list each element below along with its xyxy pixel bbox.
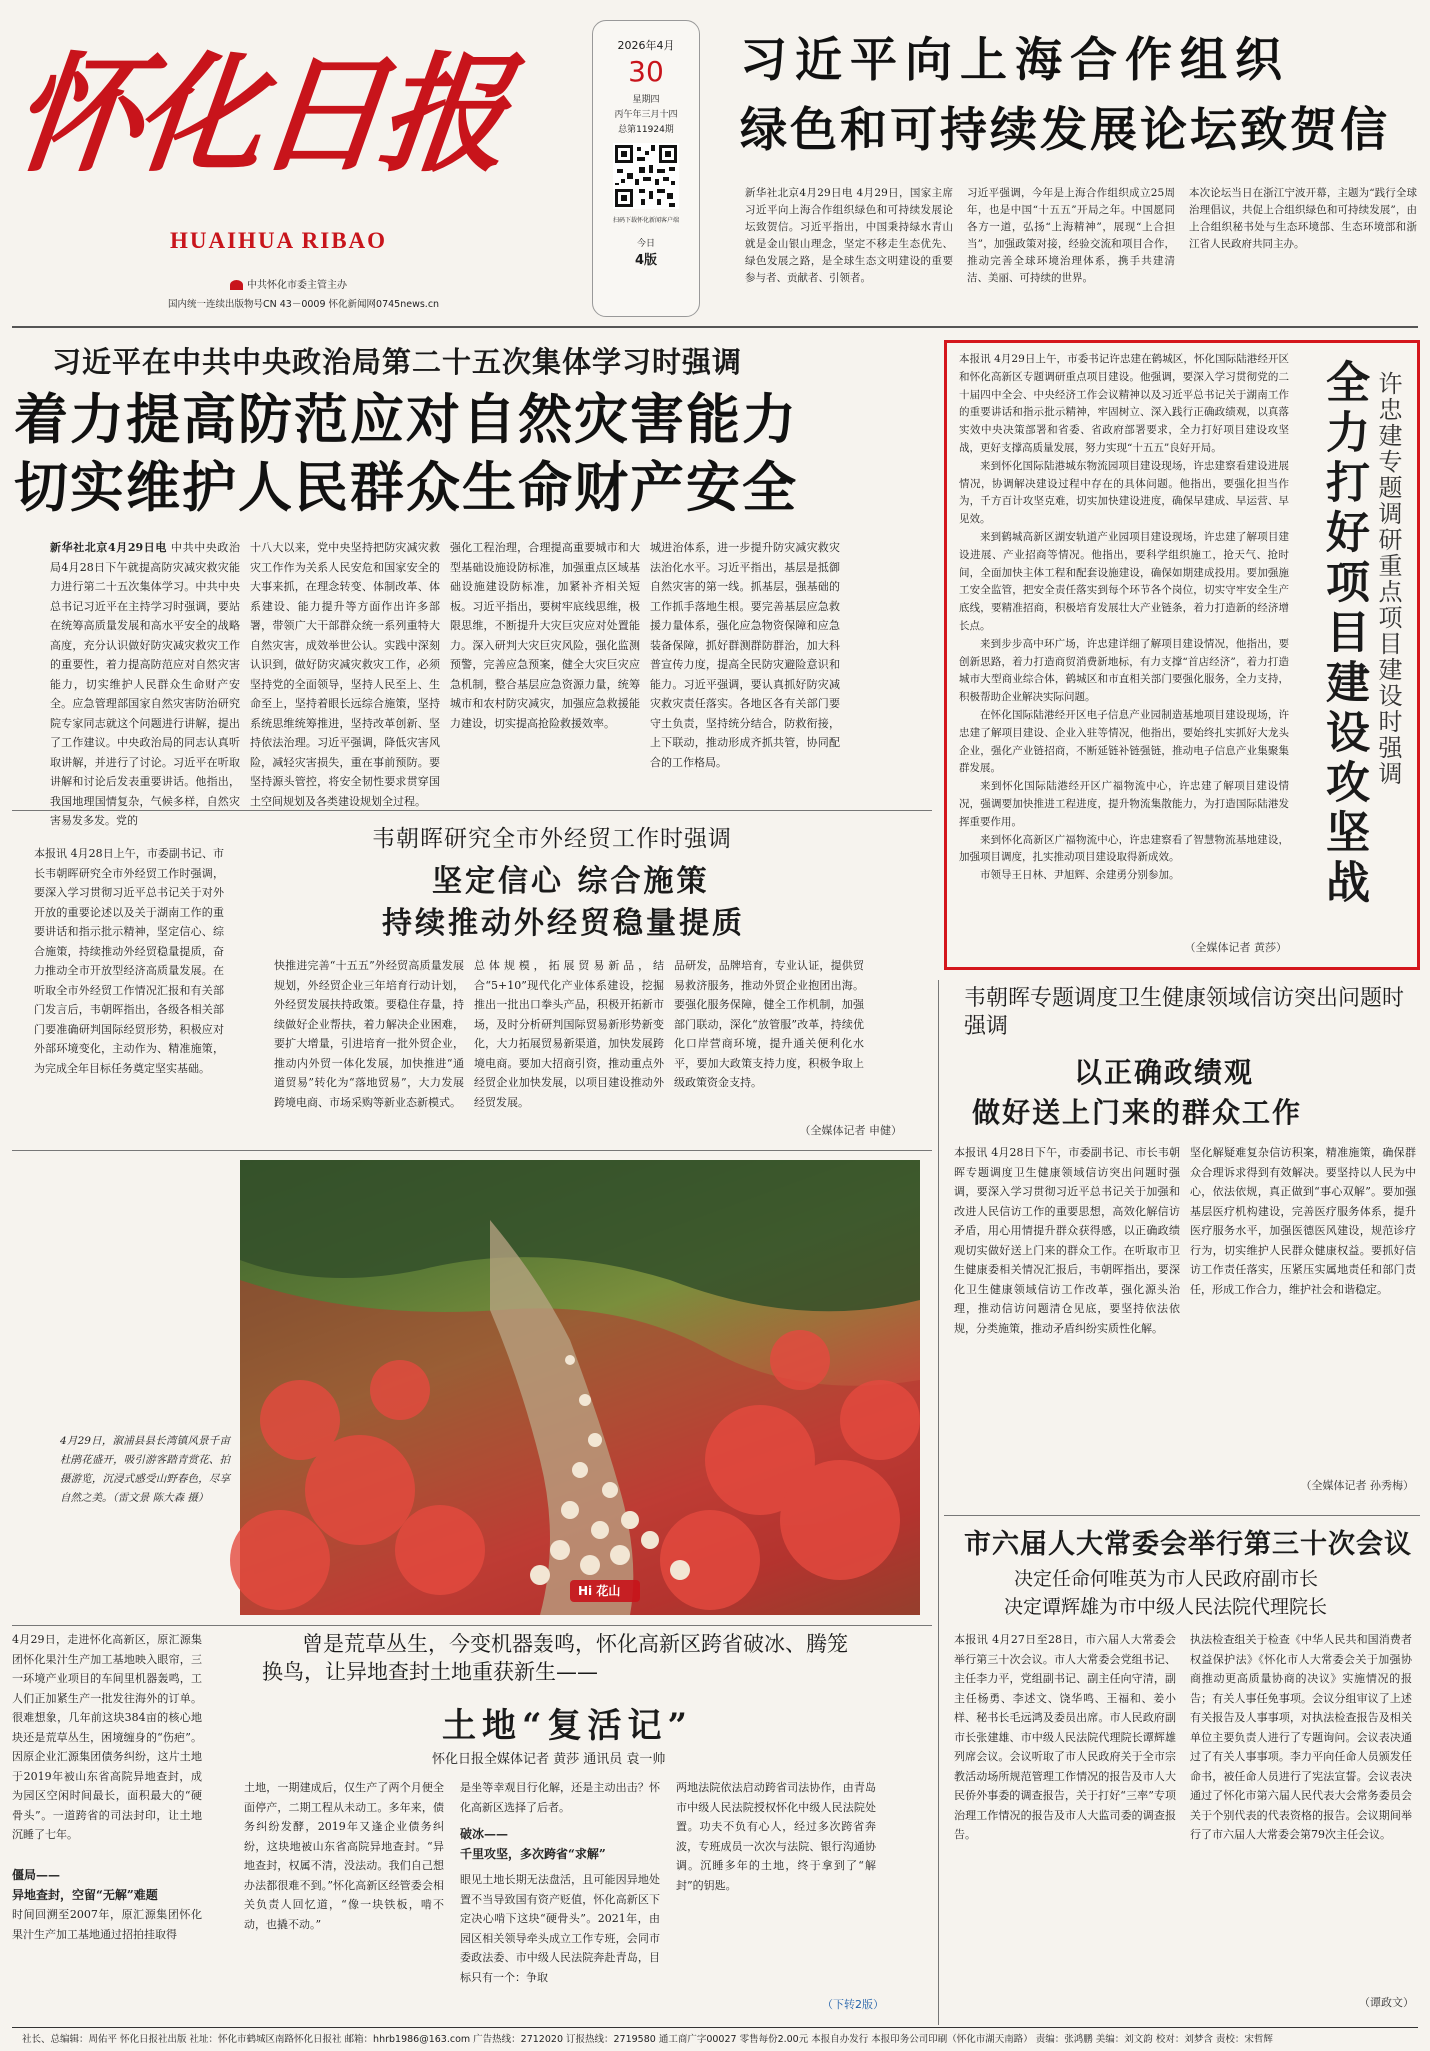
divider-photo-bottom xyxy=(12,1625,932,1626)
land-col-1: 4月29日，走进怀化高新区，原汇源集团怀化果汁生产加工基地映入眼帘，三一环境产业项目的车间里机器轰鸣，工人们正加紧生产一批发往海外的订单。很难想象，几年前这块384亩的核心地块还是荒草丛生，困境缠身的“伤疤”。因原企业汇源集团债务纠纷，这片土地于2019年被山东省高院异地查封，成为园区空闲时间最长，面积最大的“硬骨头”。一道跨省的司法封印，让土地沉睡了七年。 僵局—— 异地查封，空留“无解”难题 时间回溯至2007年，原汇源集团怀化果汁生产加工基地通过招拍挂取得 xyxy=(12,1633,202,1941)
land-headline[interactable]: 土地“复活记” xyxy=(442,1706,694,1746)
side-story-headline[interactable]: 全力打好项目建设攻坚战 xyxy=(1318,359,1369,909)
health-story xyxy=(944,985,1420,1510)
top-story-col-2: 习近平强调，今年是上海合作组织成立25周年，也是中国“十五五”开局之年。中国愿同各方一道，弘扬“上海精神”，展现“上合担当”，加强政策对接，经验交流和项目合作，推动完善全球环境治理体系，携手共建清洁、美丽、可持续的世界。 xyxy=(967,187,1175,284)
trade-headline-line-2[interactable]: 持续推动外经贸稳量提质 xyxy=(382,906,745,941)
issue-number: 总第11924期 xyxy=(618,125,674,135)
side-story-body: 本报讯 4月29日上午，市委书记许忠建在鹤城区，怀化国际陆港经开区和怀化高新区专题调研重点项目建设。他强调，要深入学习贯彻党的二十届四中全会、中央经济工作会议精神以及习近平总书记关于湖南工作的重要讲话和指示批示精神，牢固树立、深入践行正确政绩观，以真落实效中央决策部署和省委、省政府部署要求，全力打好项目建设攻坚战，更好支撑高质量发展，努力实现“十五五”良好开局。 来到怀化国际陆港城东物流园项目建设现场，许忠建察看建设进展情况，协调解决建设过程中存在的具体问题。他指出，要强化担当作为，千方百计攻坚克难，切实加快建设进度，确保早建成、早运营、早见效。 来到鹤城高新区湖安轨道产业园项目建设现场，许忠建了解项目建设进展、产业招商等情况。他指出，要科学组织施工，抢天气、抢时间，全面加快主体工程和配套设施建设，确保如期建成投用。要加强施工安全监管，把安全责任落实到每个环节各个岗位，切实守牢安全生产底线，要精准招商，积极培育发展壮大产业链条，着力打造新的经济增长点。 来到步步高中环广场，许忠建详细了解项目建设情况，他指出，要创新思路，着力打造商贸消费新地标，有力支撑“首店经济”，着力打造城市大型商业综合体，鹤城区和市直相关部门要强化服务，全力支持，积极帮助企业解决实际问题。 在怀化国际陆港经开区电子信息产业园制造基地项目建设现场，许忠建了解项目建设、企业入驻等情况，他指出，要始终扎实抓好大龙头企业，强化产业链招商，不断延链补链强链，推动电子信息产业集聚集群发展。 来到怀化国际陆港经开区广福物流中心，许忠建了解项目建设情况，强调要加快推进工程进度，提升物流集散能力，为打造国际陆港发挥重要作用。 来到怀化高新区广福物流中心，许忠建察看了智慧物流基地建设，加强项目调度，扎实推动项目建设取得新成效。 市领导王日林、尹旭辉、余建勇分别参加。 xyxy=(959,353,1289,882)
side-story-box[interactable] xyxy=(944,340,1420,970)
main-col-2: 十八大以来，党中央坚持把防灾减灾救灾工作作为关系人民安危和国家安全的大事来抓，在理念转变、体制改革、体系建设、能力提升等方面作出许多部署，带领广大干部群众统一系列重特大自然灾害，成效举世公认。实践中深刻认识到，做好防灾减灾救灾工作，必须坚持党的全面领导，坚持人民至上、生命至上，坚持着眼长远综合施策，坚持系统思维统筹推进，坚持改革创新、坚持依法治理。习近平强调，降低灾害风险，减轻灾害损失，重在事前预防。要坚持源头管控，将安全韧性要求贯穿国土空间规划及各类建设规划全过程。 xyxy=(250,541,440,808)
land-kicker-2: 换鸟，让异地查封土地重获新生—— xyxy=(262,1660,598,1684)
trade-kicker: 韦朝晖研究全市外经贸工作时强调 xyxy=(372,826,732,852)
trade-col-1: 本报讯 4月28日上午，市委副书记、市长韦朝晖研究全市外经贸工作时强调，要深入学习贯彻习近平总书记关于对外开放的重要论述以及关于湖南工作的重要讲话和指示批示精神，坚定信心、综合施策，持续推动外经贸稳量提质，奋力推动全市开放型经济高质量发展。在听取全市外经贸工作情况汇报和有关部门发言后，韦朝晖指出，各级各相关部门要准确研判国际经贸形势，积极应对外部环境变化，主动作为、精准施策，为完成全年目标任务奠定坚实基础。 xyxy=(34,847,224,1075)
land-sub-2: 破冰—— xyxy=(460,1827,509,1841)
land-col-4: 两地法院依法启动跨省司法协作，由青岛市中级人民法院授权怀化中级人民法院处置。功夫不负有心人，经过多次跨省奔波，专班成员一次次与法院、银行沟通协调。沉睡多年的土地，终于拿到了“解封”的钥匙。 xyxy=(676,1781,876,1892)
land-sub-1: 僵局—— xyxy=(12,1868,61,1882)
main-col-3: 强化工程治理，合理提高重要城市和大型基础设施设防标准，加强重点区域基础设施建设防标准，加紧补齐相关短板。习近平指出，要树牢底线思维，极限思维，不断提升大灾巨灾应对处置能力。深入研判大灾巨灾风险，强化监测预警，完善应急预案，健全大灾巨灾应急机制，整合基层应急资源力量，统筹城市和农村防灾减灾，加强应急救援能力建设，切实提高抢险救援效率。 xyxy=(450,541,640,730)
divider-main-bottom xyxy=(12,810,932,811)
land-byline-top: 怀化日报全媒体记者 黄莎 通讯员 袁一帅 xyxy=(432,1752,666,1767)
photo-caption: 4月29日，溆浦县县长湾镇风景千亩杜鹃花盛开，吸引游客踏青赏花、拍摄游览，沉浸式感受山野春色，尽享自然之美。（雷文景 陈大森 摄） xyxy=(60,1435,230,1504)
divider-trade-bottom xyxy=(12,1150,932,1151)
qr-caption: 扫码下载怀化新闻客户端 xyxy=(612,217,679,224)
health-kicker: 韦朝晖专题调度卫生健康领域信访突出问题时强调 xyxy=(964,986,1405,1039)
land-story xyxy=(12,1630,932,2020)
main-story xyxy=(12,338,932,827)
top-story-col-3: 本次论坛当日在浙江宁波开幕，主题为“践行全球治理倡议，共促上合组织绿色和可持续发展”，由上合组织秘书处与生态环境部、生态环境部和浙江省人民政府共同主办。 xyxy=(1189,187,1417,250)
footer-rule xyxy=(12,2027,1418,2028)
npc-col-1: 本报讯 4月27日至28日，市六届人大常委会举行第三十次会议。市人大常委会党组书记、主任李力平，党组副书记、副主任向守清，副主任杨勇、李述文、饶华鸣、王福和、姜小样、秘书长毛远鸿及委员出席。市人民政府副市长张建雄、市中级人民法院代理院长谭辉雄列席会议。会议听取了市人民政府关于全市宗教活动场所规范管理工作情况的报告及市人大民侨外事委的调查报告，关于打好“三率”专项治理工作情况的报告及市人大监司委的调查报告。 xyxy=(954,1633,1176,1841)
divider-health-bottom xyxy=(944,1515,1420,1516)
land-col-3: 是坐等幸观目行化解，还是主动出击？怀化高新区选择了后者。 破冰—— 千里攻坚，多次跨省“求解” 眼见土地长期无法盘活，且可能因异地处置不当导致国有资产贬值，怀化高新区下定决心啃下这块“硬骨头”。2021年，由园区相关领导牵头成立工作专班，会同市委政法委、市中级人民法院奔赴青岛，目标只有一个：争取 xyxy=(460,1781,660,1984)
land-kicker-1: 曾是荒草丛生，今变机器轰鸣，怀化高新区跨省破冰、腾笼 xyxy=(302,1632,848,1656)
photo-banner-text: Hi 花山 xyxy=(578,1584,621,1598)
main-headline-line-2[interactable]: 切实维护人民群众生命财产安全 xyxy=(14,456,798,519)
top-headline-line-2[interactable]: 绿色和可持续发展论坛致贺信 xyxy=(740,103,1390,158)
health-col-2: 坚化解疑难复杂信访积案，精准施策，确保群众合理诉求得到有效解决。要坚持以人民为中心，依法依规，真正做到“事心双解”。要加强基层医疗机构建设，完善医疗服务体系，提升医疗服务水平，加强医德医风建设，规范诊疗行为，切实维护人民群众健康权益。要抓好信访工作责任落实，压紧压实属地责任和部门责任，形成工作合力，维护社会和谐稳定。 xyxy=(1190,1146,1416,1296)
main-col-1: 新华社北京4月29日电 中共中央政治局4月28日下午就提高防灾减灾救灾能力进行第二十五次集体学习。中共中央总书记习近平在主持学习时强调，要站在统筹高质量发展和高水平安全的战略高度，充分认识做好防灾减灾救灾工作的重要性，着力提高防范应对自然灾害能力，切实维护人民群众生命财产安全。应急管理部国家自然灾害防治研究院专家同志就这个问题进行讲解，提出了工作建议。中央政治局的同志认真听取讲解，并进行了讨论。习近平在听取讲解和讨论后发表重要讲话。他指出，我国地理国情复杂，气候多样，自然灾害易发多发。党的 xyxy=(50,541,240,827)
lunar-date: 丙午年三月十四 xyxy=(614,110,678,120)
main-dateline: 新华社北京4月29日电 xyxy=(50,541,167,554)
date-line: 2026年4月 xyxy=(617,39,675,52)
land-sub-2-title: 千里攻坚，多次跨省“求解” xyxy=(460,1846,606,1861)
npc-sub-1: 决定任命何唯英为市人民政府副市长 xyxy=(1014,1568,1319,1590)
masthead-pinyin: HUAIHUA RIBAO xyxy=(170,228,388,253)
land-sub-1-title: 异地查封，空留“无解”难题 xyxy=(12,1887,158,1902)
top-story-col-1: 新华社北京4月29日电 4月29日，国家主席习近平向上海合作组织绿色和可持续发展论坛致贺信。习近平指出，中国秉持绿水青山就是金山银山理念，坚定不移走生态优先、绿色发展之路，是全球生态文明建设的重要参与者、贡献者、引领者。 xyxy=(745,187,953,284)
trade-headline-line-1[interactable]: 坚定信心 综合施策 xyxy=(432,864,710,899)
health-byline: （全媒体记者 孙秀梅） xyxy=(1300,1479,1414,1492)
land-col-2: 土地，一期建成后，仅生产了两个月便全面停产，二期工程从未动工。多年来，债务纠纷发酵，2019年又逢企业债务纠纷，这块地被山东省高院异地查封。“异地查封，权属不清，没法动。我们自己想办法都很难不到。”怀化高新区经管委会相关负责人回忆道，“像一块铁板，啃不动，也撬不动。” xyxy=(244,1781,444,1931)
health-headline-line-2[interactable]: 做好送上门来的群众工作 xyxy=(972,1096,1303,1129)
qr-code-icon[interactable] xyxy=(613,143,679,209)
photo-scene xyxy=(240,1160,920,1615)
page-count: 4版 xyxy=(634,253,658,268)
main-headline-line-1[interactable]: 着力提高防范应对自然灾害能力 xyxy=(14,388,798,451)
land-turn-link[interactable]: （下转2版） xyxy=(822,1998,884,2011)
npc-headline[interactable]: 市六届人大常委会举行第三十次会议 xyxy=(964,1529,1412,1560)
party-emblem-icon xyxy=(230,280,243,290)
serial-number: 国内统一连续出版物号CN 43－0009 怀化新闻网0745news.cn xyxy=(168,299,440,310)
trade-byline: （全媒体记者 申健） xyxy=(799,1124,902,1137)
main-kicker: 习近平在中共中央政治局第二十五次集体学习时强调 xyxy=(52,345,743,379)
divider-vertical-right xyxy=(938,980,939,2025)
masthead-logo: 怀化日报 xyxy=(6,40,510,190)
footer-imprint: 社长、总编辑：周佑平 怀化日报社出版 社址：怀化市鹤城区南路怀化日报社 邮箱：hhrb1986@163.com 广告热线：2712020 订报热线：2719580 通工商广字00027 零售每份2.00元 本报自办发行 本报印务公司印刷（怀化市湖天南路） 责编：张鸿鹏 美编：刘文韵 校对：刘梦含 责校：宋哲辉 xyxy=(22,2034,1273,2045)
trade-col-3: 总体规模，拓展贸易新品，结合“5+10”现代化产业体系建设，挖掘推出一批出口拳头产品，积极开拓新市场，及时分析研判国际贸易新形势新变化，大力拓展贸易新渠道，加快发展跨境电商。要加大招商引资，推动重点外经贸企业加快发展，以项目建设推动外经贸发展。 xyxy=(474,959,664,1109)
trade-story xyxy=(12,818,932,1148)
masthead xyxy=(0,0,1430,325)
weekday: 星期四 xyxy=(632,95,660,105)
side-story-subheadline: 许忠建专题调研重点项目建设时强调 xyxy=(1374,371,1402,787)
azalea-photo[interactable] xyxy=(240,1160,920,1615)
sponsor-line: 中共怀化市委主管主办 xyxy=(230,276,347,291)
day-number: 30 xyxy=(628,55,664,88)
main-col-4: 城进治体系，进一步提升防灾减灾救灾法治化水平。习近平指出，基层是抵御自然灾害的第一线。抓基层，强基础的工作抓手落地生根。要完善基层应急救援力量体系，强化应急物资保障和应急装备保障，抓好群测群防群治，加大科普宣传力度，提高全民防灾避险意识和能力。习近平强调，要认真抓好防灾减灾救灾责任落实。各地区各有关部门要守土负责，坚持统分结合，防救衔接，上下联动，推动形成齐抓共管，协同配合的工作格局。 xyxy=(650,541,840,769)
today-label: 今日 xyxy=(636,239,655,249)
top-headline-line-1[interactable]: 习近平向上海合作组织 xyxy=(740,33,1290,88)
health-col-1: 本报讯 4月28日下午，市委副书记、市长韦朝晖专题调度卫生健康领域信访突出问题时强调，要深入学习贯彻习近平总书记关于加强和改进人民信访工作的重要思想，高效化解信访矛盾，用心用情提升群众获得感，以正确政绩观切实做好送上门来的群众工作。在听取市卫生健康委相关情况汇报后，韦朝晖指出，要深化卫生健康领域信访工作改革，强化源头治理，推动信访问题清仓见底，要坚持依法依规，分类施策，推动矛盾纠纷实质性化解。 xyxy=(954,1146,1180,1335)
health-headline-line-1[interactable]: 以正确政绩观 xyxy=(1074,1056,1255,1089)
npc-story xyxy=(944,1522,1420,2022)
trade-col-2: 快推进完善“十五五”外经贸高质量发展规划，外经贸企业三年培育行动计划，外经贸发展扶持政策。要稳住存量，持续做好企业帮扶，着力解决企业困难，要扩大增量，引进培育一批外贸企业，推动内外贸一体化发展，加快推进“通道贸易”转化为“落地贸易”，大力发展跨境电商、市场采购等新业态新模式。 xyxy=(274,959,464,1109)
trade-col-4: 品研发，品牌培育，专业认证，提供贸易救济服务，推动外贸企业抱团出海。要强化服务保障，健全工作机制，加强部门联动，深化“放管服”改革，持续优化口岸营商环境，提升通关便利化水平，要加大政策支持力度，积极争取上级政策资金支持。 xyxy=(674,959,864,1089)
date-panel xyxy=(592,20,700,317)
npc-col-2: 执法检查组关于检查《中华人民共和国消费者权益保护法》《怀化市人大常委会关于加强协商推动更高质量协商的决议》实施情况的报告；有关人事任免事项。会议分组审议了上述有关报告及人事事项，对执法检查报告及相关单位主要负责人进行了专题询问。会议表决通过了有关人事事项。李力平向任命人员颁发任命书，被任命人员进行了宪法宣誓。会议表决通过了怀化市第六届人民代表大会常务委员会关于个别代表的代表资格的报告。会议期间举行了市六届人大常委会第79次主任会议。 xyxy=(1190,1633,1412,1841)
npc-byline: （谭政文） xyxy=(1359,1996,1414,2009)
npc-sub-2: 决定谭辉雄为市中级人民法院代理院长 xyxy=(1004,1596,1328,1618)
side-story-byline: （全媒体记者 黄莎） xyxy=(1184,941,1287,954)
masthead-divider xyxy=(12,326,1418,328)
